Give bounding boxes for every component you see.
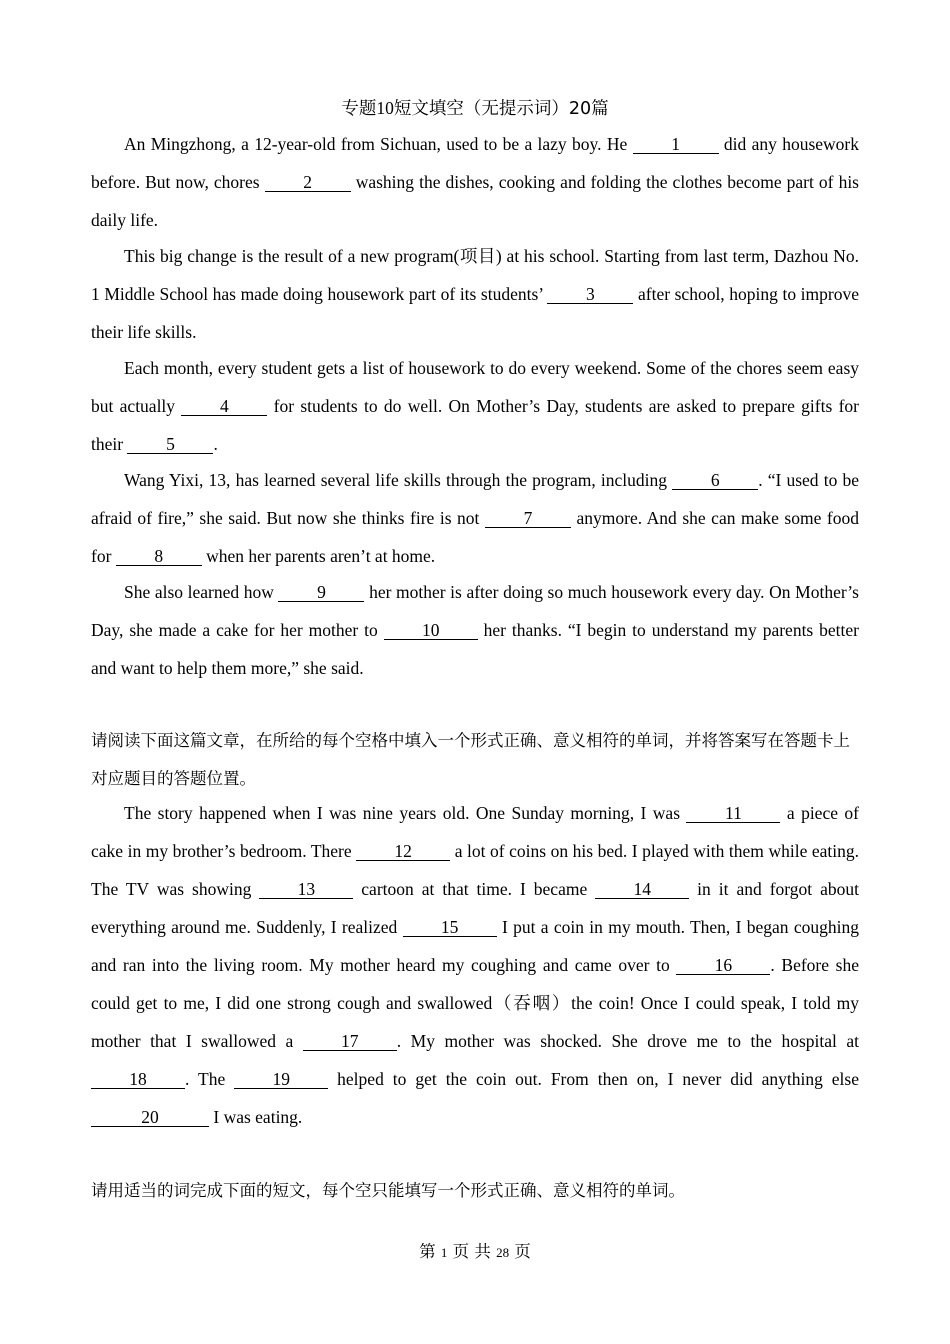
blank-6[interactable]: 6 (672, 471, 758, 490)
blank-18[interactable]: 18 (91, 1070, 185, 1089)
blank-14[interactable]: 14 (595, 880, 689, 899)
title-suffix: 短文填空（无提示词）20篇 (393, 99, 609, 119)
blank-8[interactable]: 8 (116, 547, 202, 566)
paragraph-3: Each month, every student gets a list of housework to do every weekend. Some of the chores seem easy but actually 4 for students to do well. On Mother’s Day, students are asked to prepare gifts for their 5 . (91, 358, 859, 454)
blank-7[interactable]: 7 (485, 509, 571, 528)
instruction-2: 请用适当的词完成下面的短文，每个空只能填写一个形式正确、意义相符的单词。 (91, 1181, 685, 1200)
blank-3[interactable]: 3 (547, 285, 633, 304)
blank-20[interactable]: 20 (91, 1108, 209, 1127)
blank-19[interactable]: 19 (234, 1070, 328, 1089)
blank-4[interactable]: 4 (181, 397, 267, 416)
paragraph-1: An Mingzhong, a 12-year-old from Sichuan, used to be a lazy boy. He 1 did any housework before. But now, chores 2 washing the dishes, cooking and folding the clothes become part of his daily life. (91, 134, 859, 230)
page-footer: 第 1 页 共 28 页 (419, 1242, 531, 1261)
page-number: 1 (440, 1245, 448, 1260)
blank-9[interactable]: 9 (278, 583, 364, 602)
blank-10[interactable]: 10 (384, 621, 478, 640)
instruction-1: 请阅读下面这篇文章，在所给的每个空格中填入一个形式正确、意义相符的单词，并将答案写在答题卡上对应题目的答题位置。 (91, 731, 850, 788)
page-title (91, 96, 859, 121)
blank-5[interactable]: 5 (127, 435, 213, 454)
blank-1[interactable]: 1 (633, 135, 719, 154)
blank-2[interactable]: 2 (265, 173, 351, 192)
blank-12[interactable]: 12 (356, 842, 450, 861)
title-number: 10 (376, 98, 394, 118)
blank-15[interactable]: 15 (403, 918, 497, 937)
blank-17[interactable]: 17 (303, 1032, 397, 1051)
blank-13[interactable]: 13 (259, 880, 353, 899)
paragraph-5: She also learned how 9 her mother is after doing so much housework every day. On Mother’s Day, she made a cake for her mother to 10 her thanks. “I begin to understand my parents better and want to help them more,” she said. (91, 582, 860, 678)
blank-16[interactable]: 16 (676, 956, 770, 975)
paragraph-6: The story happened when I was nine years old. One Sunday morning, I was 11 a piece of cake in my brother’s bedroom. There 12 a lot of coins on his bed. I played with them while eating. The TV was showing 13 cartoon at that time. I became 14 in it and forgot about everything around me. Suddenly, I realized 15 I put a coin in my mouth. Then, I began coughing and ran into the living room. My mother heard my coughing and came over to 16 . Before she could get to me, I did one strong cough and swallowed（吞咽）the coin! Once I could speak, I told my mother that I swallowed a 17 . My mother was shocked. She drove me to the hospital at 18 . The 19 helped to get the coin out. From then on, I never did anything else 20 I was eating. (91, 803, 859, 1127)
blank-11[interactable]: 11 (686, 804, 780, 823)
paragraph-4: Wang Yixi, 13, has learned several life skills through the program, including 6 . “I used to be afraid of fire,” she said. But now she thinks fire is not 7 anymore. And she can make some food for 8 when her parents aren’t at home. (91, 470, 859, 566)
page-total: 28 (496, 1245, 510, 1260)
title-prefix: 专题 (341, 99, 377, 119)
paragraph-2: This big change is the result of a new program(项目) at his school. Starting from last term, Dazhou No. 1 Middle School has made doing housework part of its students’ 3 after school, hoping to improve their life skills. (91, 246, 859, 342)
